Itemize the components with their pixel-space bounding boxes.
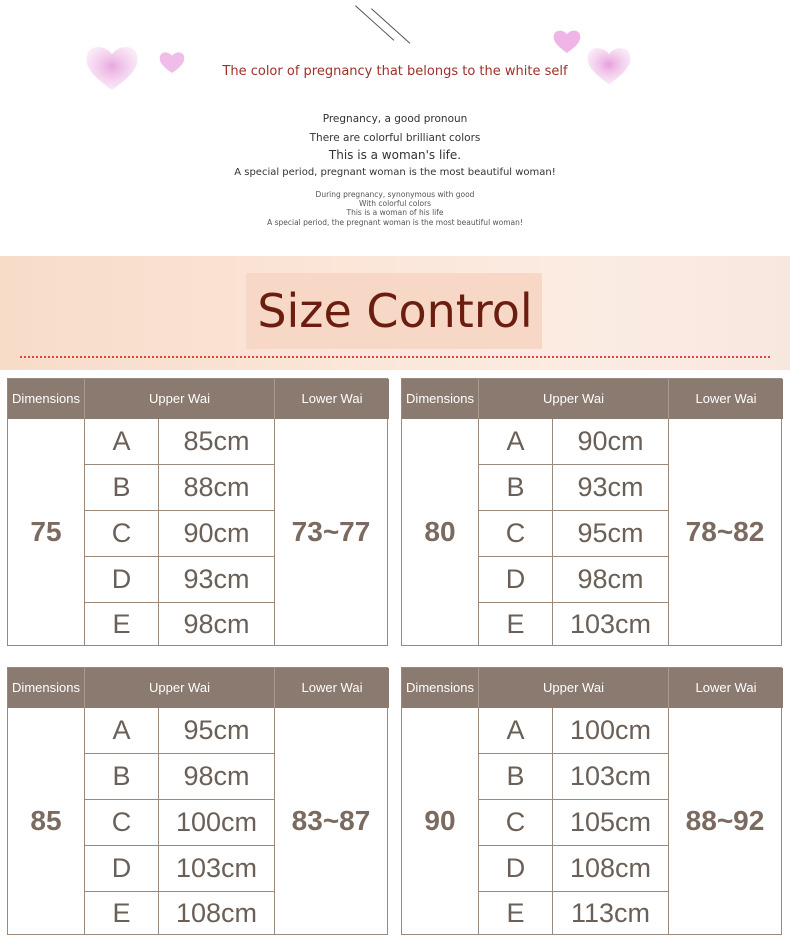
poem-small-line: During pregnancy, synonymous with good xyxy=(315,190,475,199)
upper-measure: 103cm xyxy=(553,754,669,800)
header-lower-wai: Lower Wai xyxy=(275,668,389,708)
cup-size: A xyxy=(479,708,553,754)
intro-section xyxy=(0,0,790,256)
upper-measure: 113cm xyxy=(553,892,669,934)
upper-measure: 98cm xyxy=(553,557,669,603)
cup-size: B xyxy=(479,754,553,800)
cup-size: E xyxy=(479,603,553,645)
upper-measure: 95cm xyxy=(553,511,669,557)
dotted-divider xyxy=(20,356,770,358)
lower-wai-value: 88~92 xyxy=(685,805,765,836)
cup-size: B xyxy=(85,754,159,800)
upper-measure: 93cm xyxy=(159,557,275,603)
dimension-value: 90 xyxy=(402,708,479,934)
poem-small-line: A special period, the pregnant woman is the most beautiful woman! xyxy=(267,218,523,227)
size-table xyxy=(401,378,782,646)
cup-size: E xyxy=(85,892,159,934)
cup-size: A xyxy=(85,419,159,465)
cup-size: D xyxy=(479,557,553,603)
upper-measure: 90cm xyxy=(159,511,275,557)
header-lower-wai: Lower Wai xyxy=(669,379,783,419)
upper-measure: 105cm xyxy=(553,800,669,846)
upper-measure: 108cm xyxy=(159,892,275,934)
header-dimensions: Dimensions xyxy=(402,379,479,419)
upper-measure: 95cm xyxy=(159,708,275,754)
size-table xyxy=(7,378,388,646)
poem-small-line: With colorful colors xyxy=(358,199,432,208)
upper-measure: 93cm xyxy=(553,465,669,511)
header-lower-wai: Lower Wai xyxy=(669,668,783,708)
upper-measure: 90cm xyxy=(553,419,669,465)
cup-size: B xyxy=(479,465,553,511)
header-upper-wai: Upper Wai xyxy=(479,668,669,708)
dimension-value: 80 xyxy=(402,419,479,645)
upper-measure: 100cm xyxy=(553,708,669,754)
header-dimensions: Dimensions xyxy=(402,668,479,708)
size-table xyxy=(401,667,782,935)
header-dimensions: Dimensions xyxy=(8,379,85,419)
upper-measure: 100cm xyxy=(159,800,275,846)
cup-size: A xyxy=(479,419,553,465)
poem-small-line: This is a woman of his life xyxy=(346,208,444,217)
poem-line: Pregnancy, a good pronoun xyxy=(322,113,468,125)
cup-size: E xyxy=(479,892,553,934)
banner-title: Size Control xyxy=(257,284,533,338)
cup-size: C xyxy=(479,800,553,846)
upper-measure: 88cm xyxy=(159,465,275,511)
upper-measure: 103cm xyxy=(159,846,275,892)
upper-measure: 108cm xyxy=(553,846,669,892)
upper-measure: 103cm xyxy=(553,603,669,645)
dimension-value: 85 xyxy=(8,708,85,934)
cup-size: D xyxy=(85,557,159,603)
lower-wai-value: 73~77 xyxy=(291,516,371,547)
cup-size: D xyxy=(85,846,159,892)
size-table xyxy=(7,667,388,935)
header-upper-wai: Upper Wai xyxy=(479,379,669,419)
size-control-banner xyxy=(0,256,790,370)
poem-line: A special period, pregnant woman is the most beautiful woman! xyxy=(234,167,556,178)
cup-size: C xyxy=(85,800,159,846)
upper-measure: 98cm xyxy=(159,754,275,800)
lower-wai-value: 83~87 xyxy=(291,805,371,836)
cup-size: C xyxy=(479,511,553,557)
cup-size: D xyxy=(479,846,553,892)
cup-size: C xyxy=(85,511,159,557)
header-upper-wai: Upper Wai xyxy=(85,668,275,708)
dimension-value: 75 xyxy=(8,419,85,645)
cup-size: E xyxy=(85,603,159,645)
cup-size: A xyxy=(85,708,159,754)
poem-line: There are colorful brilliant colors xyxy=(309,132,481,144)
lower-wai-value: 78~82 xyxy=(685,516,765,547)
header-upper-wai: Upper Wai xyxy=(85,379,275,419)
upper-measure: 85cm xyxy=(159,419,275,465)
header-lower-wai: Lower Wai xyxy=(275,379,389,419)
cup-size: B xyxy=(85,465,159,511)
header-dimensions: Dimensions xyxy=(8,668,85,708)
heart-icon xyxy=(552,28,582,54)
upper-measure: 98cm xyxy=(159,603,275,645)
tagline: The color of pregnancy that belongs to the white self xyxy=(222,64,568,79)
poem-line: This is a woman's life. xyxy=(328,148,462,162)
